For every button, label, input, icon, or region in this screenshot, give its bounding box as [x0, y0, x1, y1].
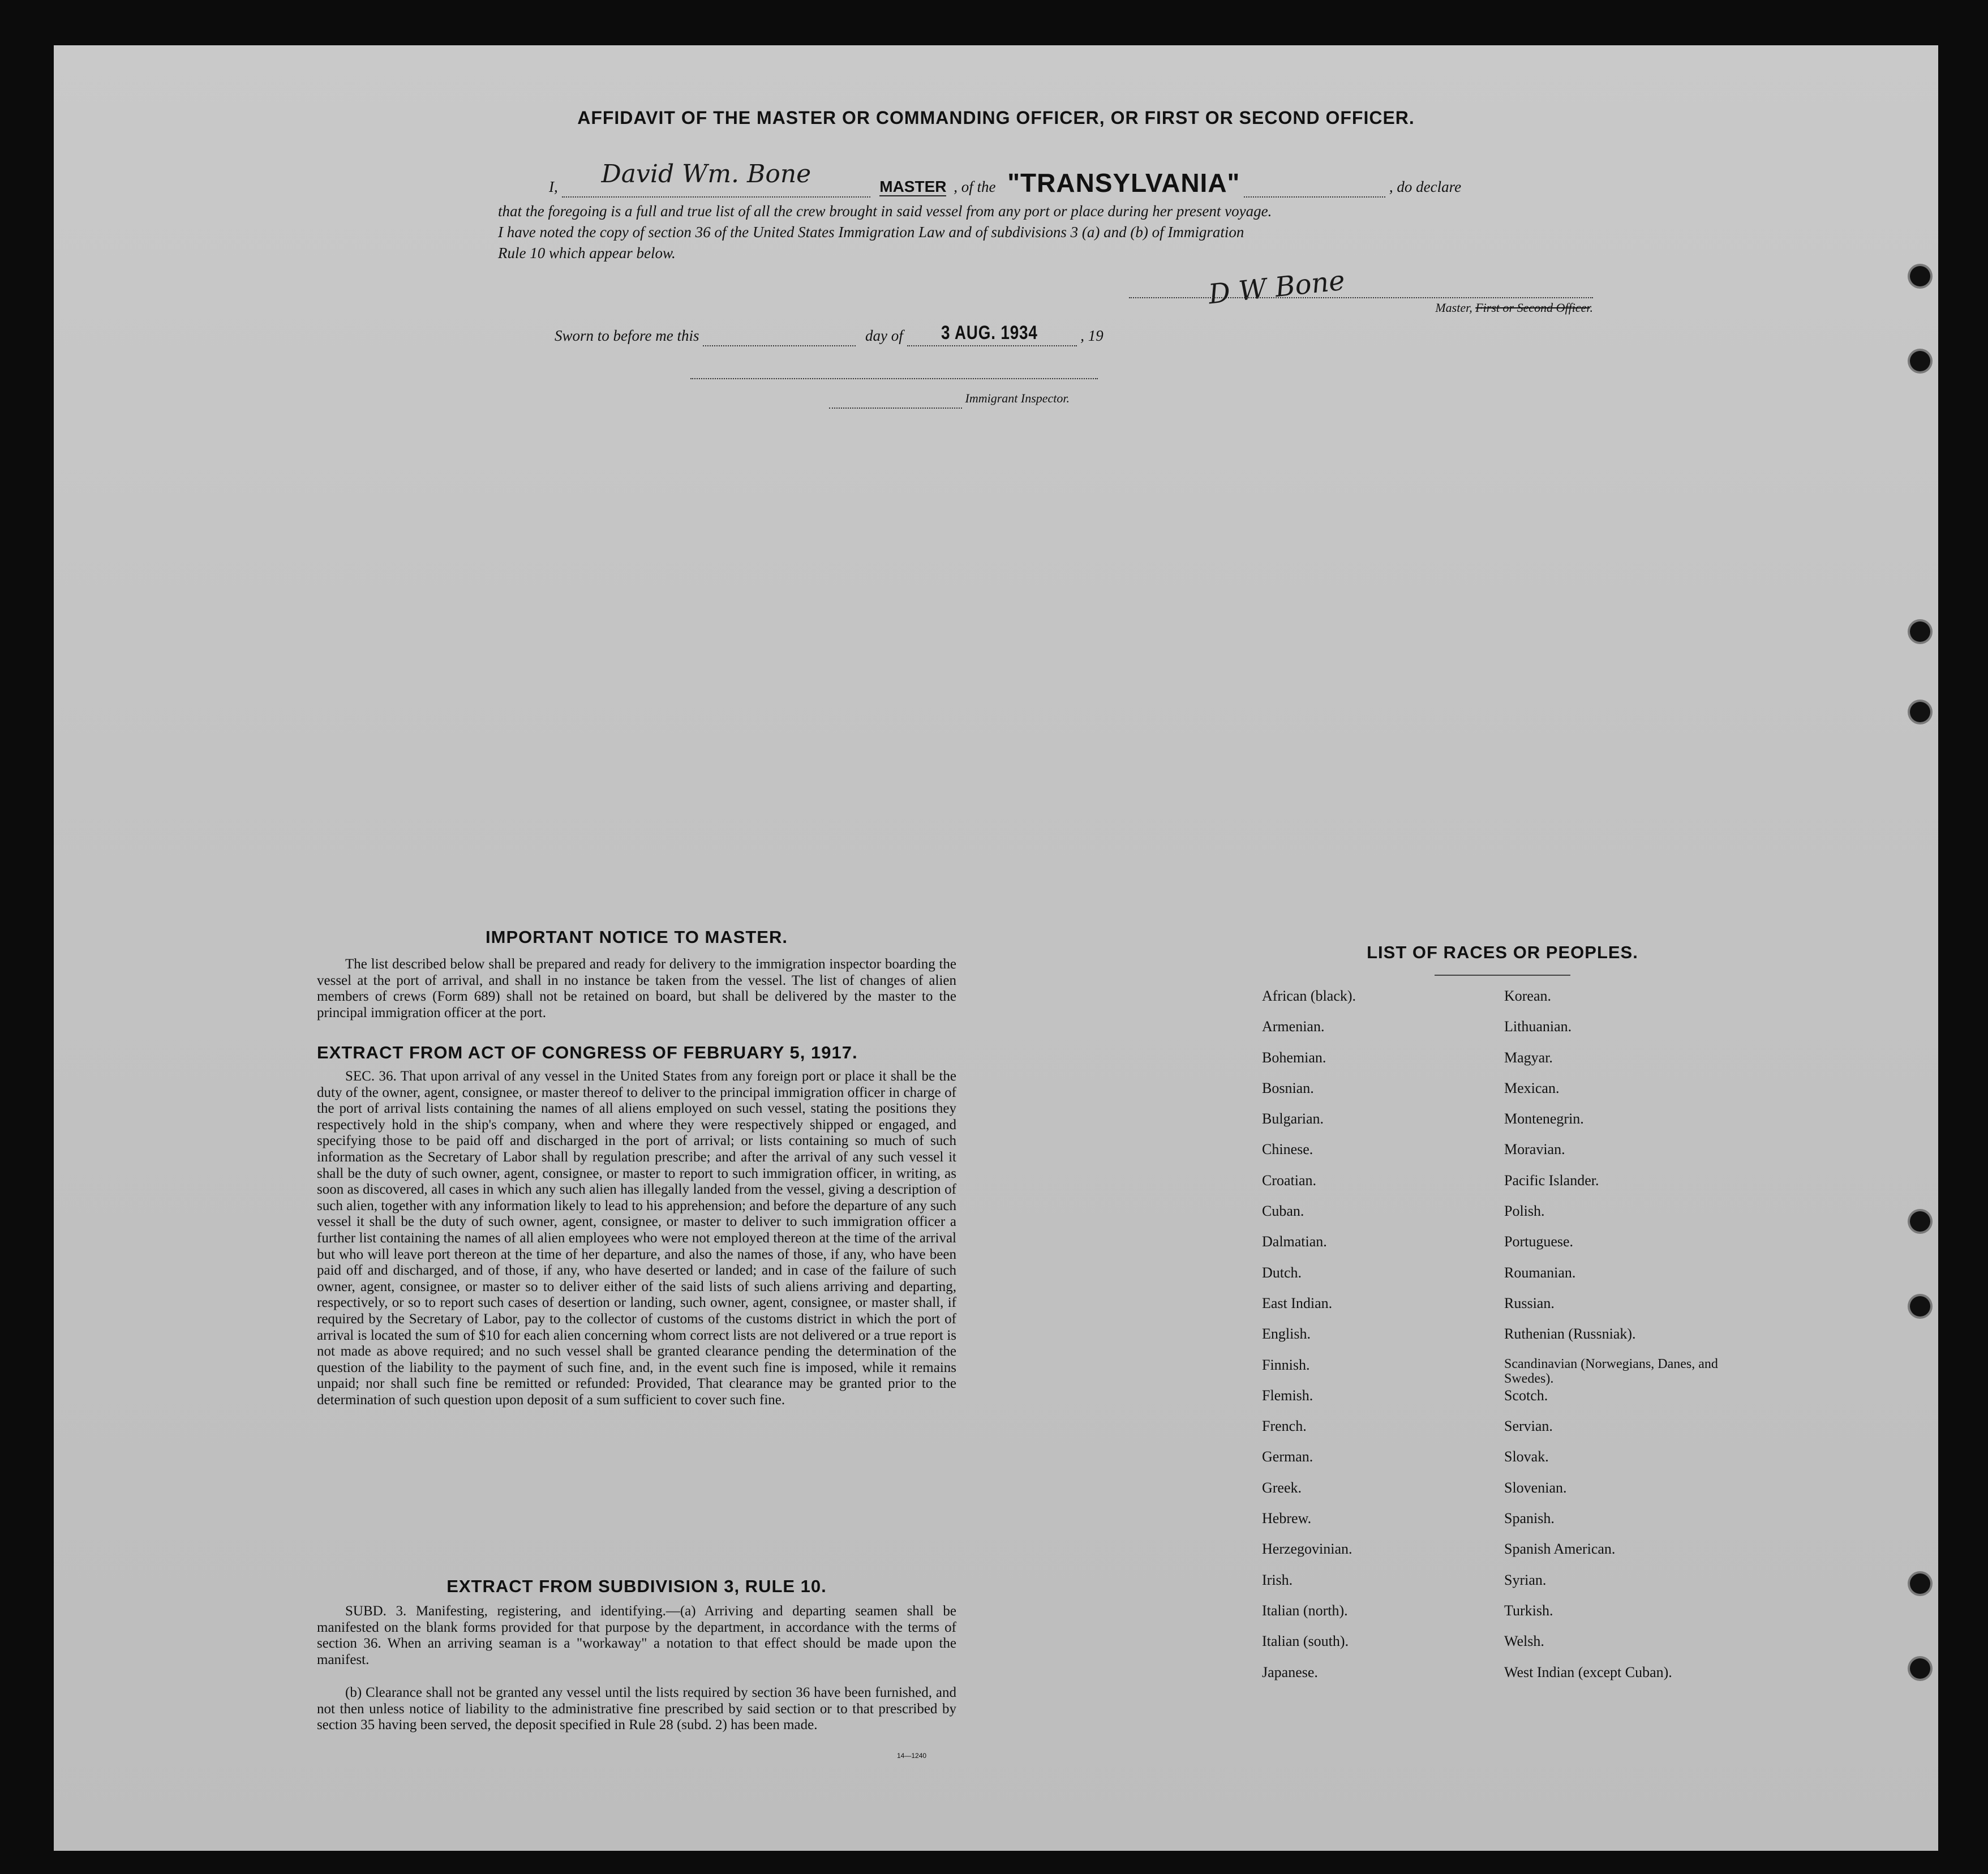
race-item: Spanish. [1504, 1510, 1555, 1527]
race-item: Armenian. [1262, 1018, 1325, 1035]
race-item: Dalmatian. [1262, 1233, 1327, 1250]
race-item: Montenegrin. [1504, 1110, 1584, 1127]
race-item: Chinese. [1262, 1141, 1313, 1158]
master-signature: David Wm. Bone [601, 160, 811, 188]
race-item: Pacific Islander. [1504, 1172, 1599, 1189]
race-item: English. [1262, 1326, 1311, 1343]
race-item: Italian (south). [1262, 1633, 1349, 1650]
sworn-label: Sworn to before me this [555, 327, 699, 344]
inspector-line [829, 388, 1169, 409]
act-text: SEC. 36. That upon arrival of any vessel in the United States from any foreign port or place it shall be the duty of the owner, agent, consignee, or master thereof to deliver to the principal immigration officer in charge of the port of arrival lists containing the names of all aliens employed on such vessel, stating the positions they respectively hold in the ship's company, when and where they were respectively shipped or engaged, and specifying those to be paid off and discharged in the port of arrival; or lists containing so much of such information as the Secretary of Labor shall by regulation prescribe; and after the arrival of any such vessel it shall be the duty of such owner, agent, consignee, or master to report to such immigration officer, in writing, as soon as discovered, all cases in which any such alien has illegally landed from the vessel, giving a description of such alien, together with any information likely to lead to his apprehension; and before the departure of any such vessel it shall be the duty of such owner, agent, consignee, or master to deliver to such immigration officer a further list containing the names of all alien employees who were not employed thereon at the time of the arrival but who will leave port thereon at the time of her departure, and also the names of those, if any, who have been paid off and discharged, and of those, if any, who have deserted or landed; and in case of the failure of such owner, agent, consignee, or master so to deliver either of the said lists of such aliens arriving and departing, respectively, or so to report such cases of desertion or landing, such owner, agent, consignee, or master shall, if required by the Secretary of Labor, pay to the collector of customs of the customs district in which the port of arrival is located the sum of $10 for each alien concerning whom correct lists are not delivered or a true report is not made as above required; and no such vessel shall be granted clearance pending the determination of the question of the liability to the payment of such fine, and, in the event such fine is imposed, while it remains unpaid; nor shall such fine be remitted or refunded: Provided, That clearance may be granted prior to the determination of such question upon deposit of a sum sufficient to cover such fine. [317, 1069, 956, 1408]
year-label: , 19 [1080, 327, 1104, 344]
race-item: Greek. [1262, 1479, 1302, 1496]
do-declare-label: , do declare [1389, 178, 1462, 195]
race-item: German. [1262, 1448, 1313, 1465]
vessel-name-field-tail [1244, 179, 1385, 198]
race-item: West Indian (except Cuban). [1504, 1663, 1672, 1680]
race-item: Croatian. [1262, 1172, 1317, 1189]
i-label: I, [549, 178, 558, 195]
binder-hole [1910, 351, 1930, 371]
declaration-line-3: I have noted the copy of section 36 of the United States Immigration Law and of subdivisions 3 (a) and (b) of Immigration [498, 224, 1244, 241]
officer-signature: D W Bone [1206, 264, 1347, 311]
race-item: Korean. [1504, 988, 1552, 1004]
binder-hole [1910, 1573, 1930, 1594]
binder-hole [1910, 702, 1930, 722]
act-title: EXTRACT FROM ACT OF CONGRESS OF FEBRUARY 5, 1917. [317, 1043, 858, 1062]
race-item: African (black). [1262, 988, 1356, 1004]
race-item: Ruthenian (Russniak). [1504, 1326, 1636, 1343]
document-page [54, 45, 1938, 1851]
race-item: Welsh. [1504, 1633, 1544, 1650]
notice-title: IMPORTANT NOTICE TO MASTER. [486, 927, 788, 947]
races-title: LIST OF RACES OR PEOPLES. [1367, 942, 1638, 962]
race-item: Flemish. [1262, 1387, 1313, 1404]
master-name-field [562, 160, 870, 198]
race-item: Dutch. [1262, 1264, 1302, 1281]
race-item: Scandinavian (Norwegians, Danes, and Swedes). [1504, 1356, 1718, 1386]
race-item: Spanish American. [1504, 1541, 1616, 1558]
rank-label: MASTER [879, 178, 947, 195]
of-the-label: , of the [954, 178, 996, 195]
sworn-month-field [907, 323, 1077, 346]
race-item: Magyar. [1504, 1049, 1553, 1066]
date-stamp: 3 AUG. 1934 [941, 322, 1038, 344]
race-item: Scotch. [1504, 1387, 1548, 1404]
race-item: Russian. [1504, 1294, 1555, 1311]
race-item: Irish. [1262, 1571, 1293, 1588]
declaration-line-4: Rule 10 which appear below. [498, 245, 676, 261]
race-item: Portuguese. [1504, 1233, 1574, 1250]
race-item: Bulgarian. [1262, 1110, 1324, 1127]
race-item: Italian (north). [1262, 1602, 1348, 1619]
declaration-line-2: that the foregoing is a full and true list of all the crew brought in said vessel from any port or place during her present voyage. [498, 203, 1272, 220]
races-left-column [1262, 988, 1488, 1695]
rule-para-b: (b) Clearance shall not be granted any vessel until the lists required by section 36 have been furnished, and not then unless notice of liability to the administrative fine prescribed by said section or to that prescribed by section 35 having been served, the deposit specified in Rule 28 (subd. 2) has been made. [317, 1685, 956, 1733]
race-item: Mexican. [1504, 1079, 1560, 1096]
races-title-rule [1435, 975, 1570, 976]
binder-hole [1910, 621, 1930, 642]
race-item: Finnish. [1262, 1356, 1310, 1373]
inspector-label: Immigrant Inspector. [965, 391, 1070, 405]
inspector-dots [829, 396, 962, 409]
officer-label-struck: First or Second Officer [1475, 301, 1590, 315]
inspector-signature-line [690, 378, 1098, 379]
race-item: Japanese. [1262, 1663, 1318, 1680]
race-item: Lithuanian. [1504, 1018, 1572, 1035]
officer-signature-line: Master, First or Second Officer. [1129, 297, 1593, 316]
race-item: Cuban. [1262, 1203, 1304, 1220]
affidavit-title: AFFIDAVIT OF THE MASTER OR COMMANDING OFFICER, OR FIRST OR SECOND OFFICER. [577, 108, 1415, 128]
notice-text: The list described below shall be prepared and ready for delivery to the immigration inspector boarding the vessel at the port of arrival, and shall in no instance be taken from the vessel. The list of changes of alien members of crews (Form 689) shall not be retained on board, but shall be delivered by the master to the principal immigration officer at the port. [317, 957, 956, 1020]
sworn-line [555, 323, 1347, 351]
race-item: French. [1262, 1418, 1307, 1435]
race-item: Herzegovinian. [1262, 1541, 1352, 1558]
binder-hole [1910, 266, 1930, 286]
race-item: Bosnian. [1262, 1079, 1314, 1096]
race-item: Roumanian. [1504, 1264, 1576, 1281]
race-item: Hebrew. [1262, 1510, 1312, 1527]
declaration-line-1 [549, 160, 1613, 201]
binder-hole [1910, 1658, 1930, 1679]
day-of-label: day of [865, 327, 903, 344]
race-item: Moravian. [1504, 1141, 1565, 1158]
race-item: East Indian. [1262, 1294, 1333, 1311]
form-number: 14—1240 [897, 1752, 927, 1760]
race-item: Slovenian. [1504, 1479, 1567, 1496]
race-item: Bohemian. [1262, 1049, 1326, 1066]
binder-hole [1910, 1211, 1930, 1232]
race-item: Slovak. [1504, 1448, 1549, 1465]
race-item: Servian. [1504, 1418, 1553, 1435]
binder-hole [1910, 1296, 1930, 1316]
races-right-column [1504, 988, 1759, 1695]
sworn-day-field [703, 328, 856, 346]
rule-title: EXTRACT FROM SUBDIVISION 3, RULE 10. [446, 1576, 827, 1596]
race-item: Syrian. [1504, 1571, 1547, 1588]
race-item: Turkish. [1504, 1602, 1553, 1619]
race-item: Polish. [1504, 1203, 1545, 1220]
vessel-name: "TRANSYLVANIA" [1007, 168, 1240, 198]
rule-para-a: SUBD. 3. Manifesting, registering, and identifying.—(a) Arriving and departing seamen shall be manifested on the blank forms provided for that purpose by the department, in accordance with the terms of section 36. When an arriving seaman is a "workaway" a notation to that effect should be made upon the manifest. [317, 1603, 956, 1667]
officer-label-master: Master, [1435, 301, 1472, 315]
